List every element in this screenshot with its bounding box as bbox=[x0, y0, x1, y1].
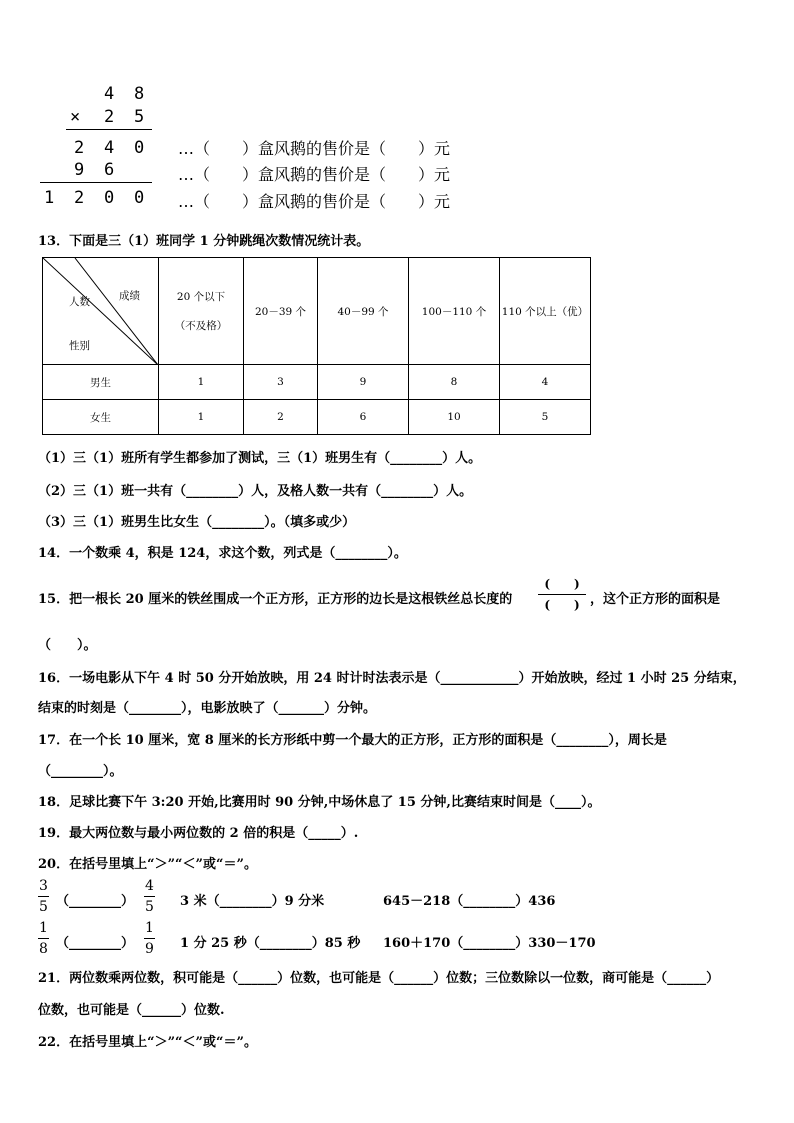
table-cell: 1 bbox=[159, 365, 244, 400]
digit: 0 bbox=[104, 188, 115, 208]
digit: 9 bbox=[74, 160, 85, 180]
rule-line bbox=[40, 182, 152, 183]
digit: 5 bbox=[134, 107, 145, 127]
fraction-bar bbox=[38, 938, 49, 939]
comparison-blank[interactable]: （________） bbox=[56, 936, 135, 951]
q15-fraction bbox=[538, 576, 586, 613]
q14-text: 14．一个数乘 4，积是 124，求这个数，列式是（________）。 bbox=[38, 546, 407, 561]
q16-line2: 结束的时刻是（________），电影放映了（_______）分钟。 bbox=[38, 701, 377, 716]
q17-line2: （________）。 bbox=[38, 764, 123, 779]
digit: 2 bbox=[104, 107, 115, 127]
rule-line bbox=[66, 129, 152, 130]
table-cell: 9 bbox=[318, 365, 409, 400]
column-header: 40－99 个 bbox=[318, 258, 409, 365]
corner-label-score: 成绩 bbox=[119, 290, 140, 302]
fraction-numerator: 1 bbox=[39, 920, 48, 936]
multiply-sign: × bbox=[70, 107, 81, 127]
stats-table bbox=[42, 257, 591, 435]
corner-header-cell bbox=[43, 258, 159, 365]
digit: 8 bbox=[134, 84, 145, 104]
table-cell: 2 bbox=[244, 400, 318, 435]
digit: 6 bbox=[104, 160, 115, 180]
digit: 2 bbox=[74, 188, 85, 208]
comparison-item: 3 米（________）9 分米 bbox=[180, 894, 325, 909]
q13-sub1: （1）三（1）班所有学生都参加了测试，三（1）班男生有（________）人。 bbox=[38, 451, 482, 466]
table-cell: 4 bbox=[500, 365, 591, 400]
comparison-item: 160＋170（________）330－170 bbox=[383, 936, 596, 951]
table-cell: 5 bbox=[500, 400, 591, 435]
digit: 4 bbox=[104, 138, 115, 158]
row-label: 男生 bbox=[43, 365, 159, 400]
q21-line1: 21．两位数乘两位数，积可能是（______）位数，也可能是（______）位数；三位数除以一位数，商可能是（______） bbox=[38, 971, 720, 986]
fraction bbox=[38, 878, 49, 915]
q13-sub3: （3）三（1）班男生比女生（________）。（填多或少） bbox=[38, 515, 356, 530]
header-line: （不及格） bbox=[174, 320, 228, 332]
fraction-denominator: 8 bbox=[39, 941, 48, 957]
digit: 1 bbox=[44, 188, 55, 208]
header-line: 20 个以下 bbox=[176, 291, 226, 303]
table-cell: 1 bbox=[159, 400, 244, 435]
table-cell: 3 bbox=[244, 365, 318, 400]
diagonal-lines bbox=[43, 258, 158, 365]
q17-line1: 17．在一个长 10 厘米，宽 8 厘米的长方形纸中剪一个最大的正方形，正方形的面积是（________），周长是 bbox=[38, 733, 667, 748]
q18-text: 18．足球比赛下午 3:20 开始,比赛用时 90 分钟,中场休息了 15 分钟,比赛结束时间是（____）。 bbox=[38, 795, 601, 810]
q15-part1: 15．把一根长 20 厘米的铁丝围成一个正方形，正方形的边长是这根铁丝总长度的 bbox=[38, 592, 513, 607]
q16-line1: 16．一场电影从下午 4 时 50 分开始放映，用 24 时计时法表示是（____________）开始放映，经过 1 小时 25 分结束， bbox=[38, 671, 746, 686]
price-note: …（ ）盒风鹅的售价是（ ）元 bbox=[178, 192, 451, 211]
q15-part2: ，这个正方形的面积是 bbox=[590, 592, 721, 607]
fraction-numerator: 1 bbox=[145, 920, 154, 936]
fraction-bar bbox=[38, 896, 49, 897]
fraction-denominator: 9 bbox=[145, 941, 154, 957]
fraction-numerator: ( ) bbox=[544, 577, 580, 591]
table-cell: 8 bbox=[409, 365, 500, 400]
column-header: 20－39 个 bbox=[244, 258, 318, 365]
digit: 2 bbox=[74, 138, 85, 158]
table-row bbox=[43, 400, 591, 435]
fraction-bar bbox=[144, 896, 155, 897]
fraction bbox=[38, 920, 49, 957]
digit: 0 bbox=[134, 188, 145, 208]
column-header bbox=[159, 258, 244, 365]
digit: 4 bbox=[104, 84, 115, 104]
price-note: …（ ）盒风鹅的售价是（ ）元 bbox=[178, 165, 451, 184]
fraction bbox=[144, 878, 155, 915]
corner-label-count: 人数 bbox=[69, 296, 90, 308]
q19-text: 19．最大两位数与最小两位数的 2 倍的积是（_____）. bbox=[38, 826, 359, 841]
fraction-bar bbox=[538, 594, 586, 595]
q21-line2: 位数，也可能是（______）位数. bbox=[38, 1003, 225, 1018]
column-header: 110 个以上（优） bbox=[500, 258, 591, 365]
q13-sub2: （2）三（1）班一共有（________）人，及格人数一共有（________）人。 bbox=[38, 484, 473, 499]
comparison-item: 1 分 25 秒（________）85 秒 bbox=[180, 936, 361, 951]
fraction-numerator: 3 bbox=[39, 878, 48, 894]
comparison-blank[interactable]: （________） bbox=[56, 894, 135, 909]
comparison-item: 645－218（________）436 bbox=[383, 894, 556, 909]
table-row bbox=[43, 365, 591, 400]
row-label: 女生 bbox=[43, 400, 159, 435]
fraction-bar bbox=[144, 938, 155, 939]
corner-label-gender: 性别 bbox=[69, 340, 90, 352]
table-cell: 10 bbox=[409, 400, 500, 435]
q15-line2: （ ）。 bbox=[38, 638, 97, 653]
fraction-denominator: 5 bbox=[39, 899, 48, 915]
q13-title: 13．下面是三（1）班同学 1 分钟跳绳次数情况统计表。 bbox=[38, 234, 370, 249]
column-header: 100－110 个 bbox=[409, 258, 500, 365]
fraction-numerator: 4 bbox=[145, 878, 154, 894]
fraction-denominator: 5 bbox=[145, 899, 154, 915]
digit: 0 bbox=[134, 138, 145, 158]
fraction bbox=[144, 920, 155, 957]
price-note: …（ ）盒风鹅的售价是（ ）元 bbox=[178, 139, 451, 158]
q22-title: 22．在括号里填上“＞”“＜”或“＝”。 bbox=[38, 1035, 257, 1050]
fraction-denominator: ( ) bbox=[544, 598, 580, 612]
table-cell: 6 bbox=[318, 400, 409, 435]
q20-title: 20．在括号里填上“＞”“＜”或“＝”。 bbox=[38, 857, 257, 872]
